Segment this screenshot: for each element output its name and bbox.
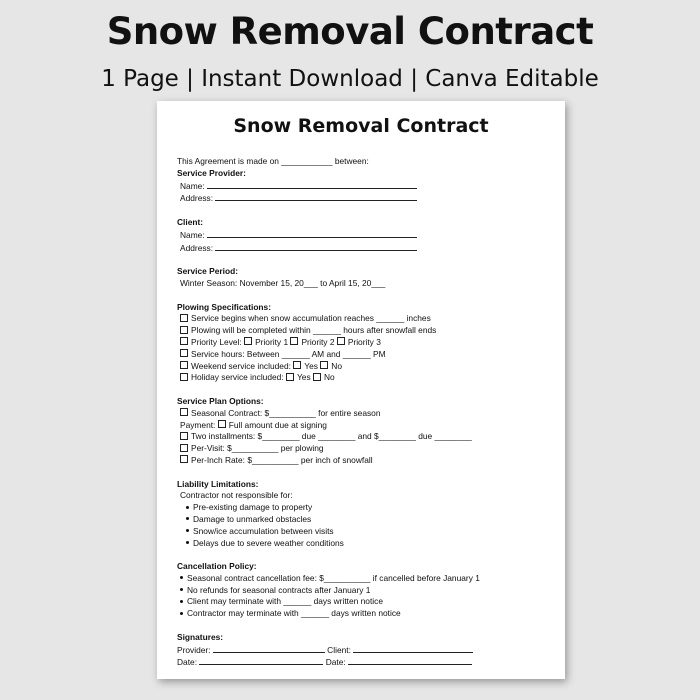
bullet-icon <box>180 600 183 603</box>
checkbox-icon <box>180 444 188 452</box>
checkbox-icon <box>180 314 188 322</box>
plowing-item: Service begins when snow accumulation reaches ______ inches <box>177 313 552 325</box>
signatures-heading: Signatures: <box>177 631 224 642</box>
banner-subtitle: 1 Page | Instant Download | Canva Editable <box>101 66 599 92</box>
client-name-row <box>177 229 552 242</box>
cancellation-heading: Cancellation Policy: <box>177 561 257 572</box>
checkbox-icon <box>293 361 301 369</box>
intro-line: This Agreement is made on ___________ between: <box>177 156 369 166</box>
per-inch-row: Per-Inch Rate: $__________ per inch of snowfall <box>177 455 552 467</box>
bullet-icon <box>186 541 189 544</box>
provider-address-line <box>215 192 417 201</box>
client-name-line <box>207 229 417 238</box>
checkbox-icon <box>337 337 345 345</box>
bullet-icon <box>186 529 189 532</box>
list-item: Damage to unmarked obstacles <box>177 514 552 526</box>
list-item: Snow/ice accumulation between visits <box>177 526 552 538</box>
list-item: Seasonal contract cancellation fee: $__________ if cancelled before January 1 <box>177 573 552 585</box>
priority-level-row: Priority Level: Priority 1 Priority 2 Priority 3 <box>177 337 552 349</box>
client-address-line <box>215 242 417 251</box>
service-provider-heading: Service Provider: <box>177 167 246 178</box>
client-heading: Client: <box>177 216 204 227</box>
banner-title: Snow Removal Contract <box>106 10 594 53</box>
list-item: Client may terminate with ______ days written notice <box>177 596 552 608</box>
list-item: Pre-existing damage to property <box>177 502 552 514</box>
liability-heading: Liability Limitations: <box>177 478 259 489</box>
payment-row: Payment: Full amount due at signing <box>180 419 327 430</box>
checkbox-icon <box>180 349 188 357</box>
date-row: Date: Date: <box>177 656 552 669</box>
installments-row: Two installments: $________ due ________ and $________ due ________ <box>177 431 552 443</box>
plowing-heading: Plowing Specifications: <box>177 301 271 312</box>
bullet-icon <box>180 576 183 579</box>
seasonal-row: Seasonal Contract: $__________ for entire season <box>177 408 552 420</box>
client-name-label: Name: <box>180 229 205 240</box>
list-item: No refunds for seasonal contracts after January 1 <box>177 585 552 597</box>
checkbox-icon <box>244 337 252 345</box>
checkbox-icon <box>180 455 188 463</box>
provider-address-row <box>177 192 552 205</box>
bullet-icon <box>180 588 183 591</box>
plowing-item: Plowing will be completed within ______ hours after snowfall ends <box>177 325 552 337</box>
client-address-row <box>177 242 552 255</box>
service-period-text: Winter Season: November 15, 20___ to April 15, 20___ <box>180 277 386 288</box>
list-item: Delays due to severe weather conditions <box>177 538 552 550</box>
weekend-row: Weekend service included: Yes No <box>177 361 552 373</box>
checkbox-icon <box>313 373 321 381</box>
provider-name-label: Name: <box>180 180 205 191</box>
contract-body <box>177 156 552 669</box>
per-visit-row: Per-Visit: $__________ per plowing <box>177 443 552 455</box>
client-address-label: Address: <box>180 242 214 253</box>
provider-date-line <box>199 656 323 665</box>
provider-signature-line <box>213 644 325 653</box>
service-period-heading: Service Period: <box>177 266 238 277</box>
provider-name-line <box>207 180 417 189</box>
checkbox-icon <box>180 432 188 440</box>
signature-row: Provider: Client: <box>177 644 552 657</box>
checkbox-icon <box>320 361 328 369</box>
checkbox-icon <box>286 373 294 381</box>
checkbox-icon <box>180 361 188 369</box>
contract-page <box>157 101 565 679</box>
plan-options-heading: Service Plan Options: <box>177 395 264 406</box>
holiday-row: Holiday service included: Yes No <box>177 372 552 384</box>
bullet-icon <box>186 517 189 520</box>
client-date-line <box>348 656 472 665</box>
checkbox-icon <box>290 337 298 345</box>
client-signature-line <box>353 644 473 653</box>
service-hours-row: Service hours: Between ______ AM and ______ PM <box>177 349 552 361</box>
checkbox-icon <box>218 420 226 428</box>
list-item: Contractor may terminate with ______ days written notice <box>177 608 552 620</box>
checkbox-icon <box>180 408 188 416</box>
checkbox-icon <box>180 326 188 334</box>
checkbox-icon <box>180 337 188 345</box>
liability-intro: Contractor not responsible for: <box>180 490 293 501</box>
provider-name-row <box>177 180 552 193</box>
bullet-icon <box>180 612 183 615</box>
checkbox-icon <box>180 373 188 381</box>
provider-address-label: Address: <box>180 193 214 204</box>
document-title: Snow Removal Contract <box>233 115 489 137</box>
bullet-icon <box>186 506 189 509</box>
